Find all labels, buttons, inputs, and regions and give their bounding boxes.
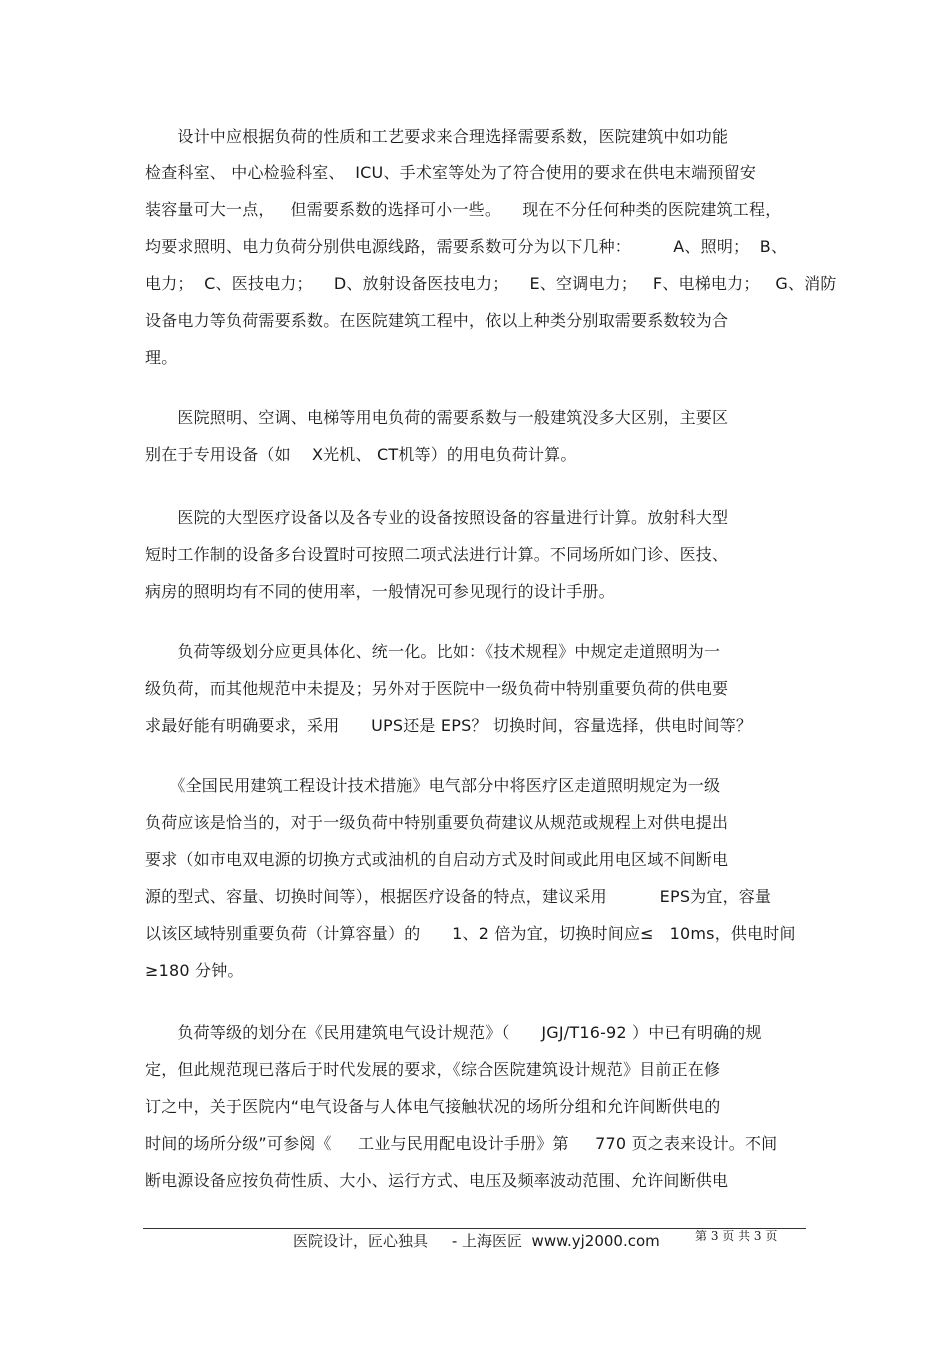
paragraph-5-line-2: 负荷应该是恰当的，对于一级负荷中特别重要负荷建议从规范或规程上对供电提出: [145, 813, 729, 832]
paragraph-3-line-2: 短时工作制的设备多台设置时可按照二项式法进行计算。不同场所如门诊、医技、: [145, 545, 729, 564]
paragraph-6-line-2: 定，但此规范现已落后于时代发展的要求，《综合医院建筑设计规范》目前正在修: [145, 1060, 721, 1079]
paragraph-4-line-2: 级负荷，而其他规范中未提及；另外对于医院中一级负荷中特别重要负荷的供电要: [145, 679, 729, 698]
paragraph-1-line-3: 装容量可大一点， 但需要系数的选择可小一些。 现在不分任何种类的医院建筑工程，: [145, 200, 782, 219]
paragraph-1-line-1: 设计中应根据负荷的性质和工艺要求来合理选择需要系数，医院建筑中如功能: [145, 127, 729, 146]
footer-text: 医院设计，匠心独具 - 上海医匠 www.yj2000.com: [293, 1232, 660, 1250]
page-number: 第 3 页 共 3 页: [695, 1229, 778, 1243]
paragraph-1-line-6: 设备电力等负荷需要系数。在医院建筑工程中，依以上种类分别取需要系数较为合: [145, 311, 729, 330]
paragraph-4-line-3: 求最好能有明确要求，采用 UPS还是 EPS？ 切换时间，容量选择，供电时间等？: [145, 716, 753, 735]
paragraph-5-line-4: 源的型式、容量、切换时间等），根据医疗设备的特点，建议采用 EPS为宜，容量: [145, 887, 772, 906]
paragraph-6-line-3: 订之中，关于医院内“电气设备与人体电气接触状况的场所分组和允许间断供电的: [145, 1097, 721, 1116]
paragraph-3-line-3: 病房的照明均有不同的使用率，一般情况可参见现行的设计手册。: [145, 582, 615, 601]
paragraph-5-line-3: 要求（如市电双电源的切换方式或油机的自启动方式及时间或此用电区域不间断电: [145, 850, 729, 869]
paragraph-4-line-1: 负荷等级划分应更具体化、统一化。比如：《技术规程》中规定走道照明为一: [145, 642, 721, 661]
paragraph-1-line-5: 电力； C、医技电力； D、放射设备医技电力； E、空调电力； F、电梯电力； G、消防: [145, 274, 837, 293]
paragraph-1-line-2: 检查科室、 中心检验科室、 ICU、手术室等处为了符合使用的要求在供电末端预留安: [145, 163, 757, 182]
paragraph-6-line-1: 负荷等级的划分在《民用建筑电气设计规范》（ JGJ/T16-92 ）中已有明确的规: [145, 1023, 762, 1042]
paragraph-5-line-5: 以该区域特别重要负荷（计算容量）的 1、2 倍为宜，切换时间应≤ 10ms，供电时间: [145, 924, 796, 943]
paragraph-2-line-2: 别在于专用设备（如 X光机、 CT机等）的用电负荷计算。: [145, 445, 577, 464]
paragraph-3-line-1: 医院的大型医疗设备以及各专业的设备按照设备的容量进行计算。放射科大型: [145, 508, 729, 527]
paragraph-2-line-1: 医院照明、空调、电梯等用电负荷的需要系数与一般建筑没多大区别，主要区: [145, 408, 729, 427]
paragraph-1-line-4: 均要求照明、电力负荷分别供电源线路，需要系数可分为以下几种： A、照明； B、: [145, 237, 788, 256]
paragraph-5-line-6: ≥180 分钟。: [145, 961, 244, 980]
paragraph-5-line-1: 《全国民用建筑工程设计技术措施》电气部分中将医疗区走道照明规定为一级: [145, 776, 721, 795]
paragraph-6-line-5: 断电源设备应按负荷性质、大小、运行方式、电压及频率波动范围、允许间断供电: [145, 1171, 729, 1190]
paragraph-1-line-7: 理。: [145, 348, 178, 367]
paragraph-6-line-4: 时间的场所分级”可参阅《 工业与民用配电设计手册》第 770 页之表来设计。不间: [145, 1134, 778, 1153]
